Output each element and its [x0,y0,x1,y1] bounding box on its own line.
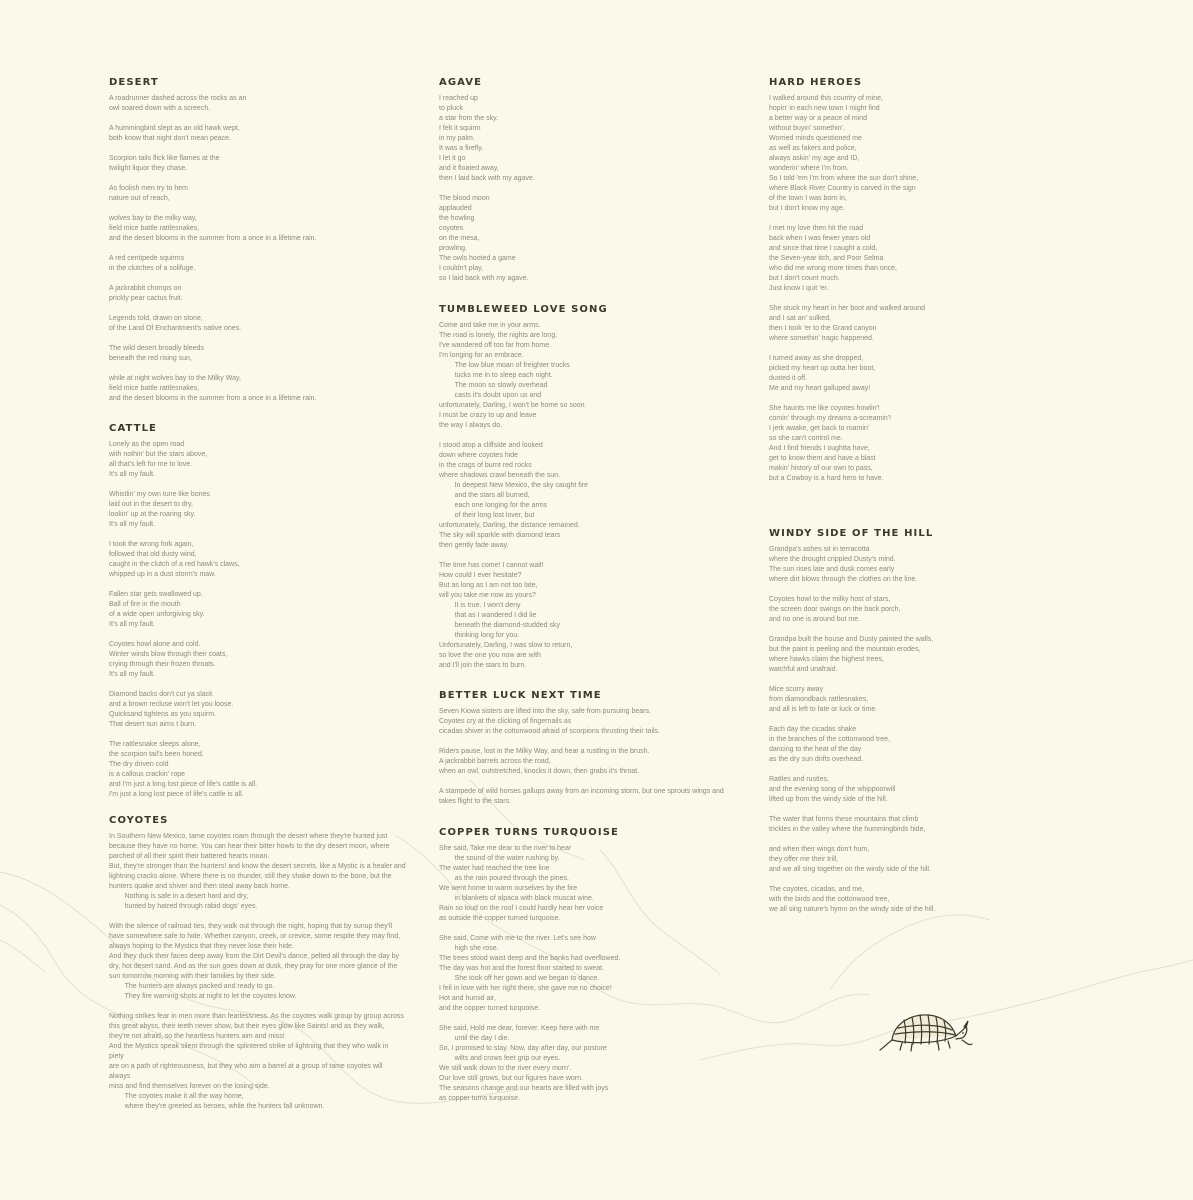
song-title: DESERT [109,77,159,88]
column-left [109,76,427,1112]
song-copper-turns-turquoise [439,826,751,1104]
song-lyrics: Seven Kiowa sisters are lifted into the sky, safe from pursuing bears. Coyotes cry at the clicking of fingernails as cicadas shiver in the cottonwood afraid of scorpions thrusting their tails. Riders pause, lost in the Milky Way, and hear a rustling in the brush. A jackrabbit barrels across the road, when an owl, outstretched, knocks it down, then grabs it's throat. A stampede of wild horses gallups away from an incoming storm, but one sprouts wings and takes flight to the stars. [439,708,724,805]
song-cattle [109,422,427,814]
song-hard-heroes [769,76,969,527]
song-lyrics: Come and take me in your arms. The road is lonely, the nights are long. I've wandered off too far from home. I'm longing for an embrace. The low blue moan of freighter trucks tucks me in to sleep each night. The moon so slowly overhead casts it's doubt upon us and unfortunately, Darling, I won't be home so soon. I must be crazy to up and leave the way I always do. I stood atop a cliffside and looked down where coyotes hide in the crags of burnt red rocks where shadows crawl beneath the sun. In deepest New Mexico, the sky caught fire and the stars all burned, each one longing for the arms of their long lost lover, but unfortunately, Darling, the distance remained. The sky will sparkle with diamond tears then gently fade away. The time has come! I cannot wait! How could I ever hesitate? But as long as I am not too late, will you take me now as yours? It is true. I won't deny that as I wandered I did lie beneath the diamond-studded sky thinking long for you. Unfortunately, Darling, I was slow to return, so love the one you now are with and I'll join the stars to burn. [439,322,589,669]
song-windy-side-of-the-hill [769,527,969,915]
song-title: COPPER TURNS TURQUOISE [439,827,619,838]
song-lyrics: I reached up to pluck a star from the sky. I felt it squirm in my palm. It was a firefly. I let it go and it floated away, then I laid back with my agave. The blood moon applauded the howling coyotes on the mesa, prowling. The owls hooted a game I couldn't play, so I laid back with my agave. [439,95,535,282]
song-title: CATTLE [109,423,157,434]
song-desert [109,76,427,422]
song-agave [439,76,751,303]
song-title: TUMBLEWEED LOVE SONG [439,304,608,315]
song-title: HARD HEROES [769,77,863,88]
song-lyrics: I walked around this country of mine, hopin' in each new town I might find a better way or a peace of mind without buyin' somethin'. Worried minds questioned me as well as fakers and police, always askin' my age and ID, wonderin' where I'm from. So I told 'em I'm from where the sun don't shine, where Black River Country is carved in the sign of the town I was born in, but I don't know my age. I met my love then hit the road back when I was fewer years old and since that time I caught a cold, the Seven-year itch, and Poor Selma who did me wrong more times than once, but I don't count much. Just know I quit 'er. She stuck my heart in her boot and walked around and I sat an' sulked, then I took 'er to the Grand canyon where somethin' tragic happened. I turned away as she dropped, picked my heart up outta her boot, dusted it off. Me and my heart galluped away! She haunts me like coyotes howlin'! comin' through my dreams a-screamin'! I jerk awake, get back to roamin' so she can't control me. And I find friends I oughtta have, get to know them and have a blast makin' history of our own to pass, but a Cowboy is a hard hero to have. [769,95,926,482]
column-right [769,76,969,915]
song-lyrics: In Southern New Mexico, tame coyotes roam through the desert where they're hunted just because they have no home. You can hear their bitter howls to the dry desert moon, where parched of all their spirit their battered hearts moan. But, they're stronger than the hunters! and know the desert secrets, like a Mystic is a healer and lightning cracks alone. Where there is no thunder, still they shake down to the bone, but the hunters quake and shiver and then steal away back home. Nothing is safe in a desert hard and dry, hunted by hatred through rabid dogs' eyes. With the silence of railroad ties, they walk out through the night, hoping that by sunup they'll have somewhere safe to hide. Whether canyon, creek, or crevice, some respite they may find, always hoping to the Mystics that they never lose their hide. And they duck their faces deep away from the Dirt Devil's dance, pelted all through the day by dry, hot desert sand. And as the sun goes down at dusk, they pray for one more glance of the sun tomorrow morning with their families by their side. The hunters are always packed and ready to go. They fire warning shots at night to let the coyotes know. Nothing strikes fear in men more than fearlessness. As the coyotes walk group by group across this great abyss, their teeth never show, but their eyes glow like Saints! and as they walk, they're not afraid, so the heartless hunters aim and miss! And the Mystics speak silent through the splintered strike of lightning that they who walk in piety are on a path of righteousness, but they who aim a barrel at a group of tame coyotes will always miss and find themselves forever on the losing side. The coyotes make it all the way home, where they're greeted as heroes, while the hunters fall unknown. [109,833,406,1110]
song-lyrics: She said, Take me dear to the river to hear the sound of the water rushing by. The water had reached the tree line as the rain poured through the pines. We went home to warm ourselves by the fire in blankets of alpaca with black muscat wine. Rain so loud on the roof I could hardly hear her voice as outside the copper turned turquoise. She said, Come with me to the river. Let's see how high she rose. The trees stood waist deep and the banks had overflowed. The day was hot and the forest floor started to sweat. She took off her gown and we began to dance. I fell in love with her right there, she gave me no choice! Hot and humid air, and the copper turned turquoise. She said, Hold me dear, forever. Keep here with me until the day I die. So, I promised to stay. Now, day after day, our posture wilts and crows feet grip our eyes. We still walk down to the river every morn'. Our love still grows, but our figures have worn. The seasons change and our hearts are filled with joys as copper turns turquoise. [439,845,621,1102]
armadillo-icon [878,1006,973,1056]
song-title: COYOTES [109,815,169,826]
song-lyrics: Grandpa's ashes sit in terracotta where the drought crippled Dusty's mind. The sun rises late and dusk comes early where dirt blows through the clothes on the line. Coyotes howl to the milky host of stars, the screen door swings on the back porch, and no one is around but me. Grandpa built the house and Dusty painted the walls, but the paint is peeling and the mountain erodes, where hawks claim the highest trees, watchful and unafraid. Mice scurry away from diamondback rattlesnakes, and all is left to fate or luck or time. Each day the cicadas shake in the branches of the cottonwood tree, dancing to the heat of the day as the dry sun drifts overhead. Rattles and rustles, and the evening song of the whippoorwill lifted up from the windy side of the hill. The water that forms these mountains that climb trickles in the valley where the hummingbirds hide, and when their wings don't hum, they offer me their trill, and we all sing together on the windy side of the hill. The coyotes, cicadas, and me, with the birds and the cottonwood tree, we all sing nature's hymn on the windy side of the hill. [769,546,936,913]
song-tumbleweed-love-song [439,303,751,689]
song-title: AGAVE [439,77,483,88]
column-middle [439,76,751,1104]
song-title: WINDY SIDE OF THE HILL [769,528,934,539]
song-coyotes [109,814,427,1112]
song-lyrics: Lonely as the open road with nothin' but the stars above, all that's left for me to love. It's all my fault. Whistlin' my own tune like bones laid out in the desert to dry, lookin' up at the roaring sky. It's all my fault. I took the wrong fork again, followed that old dusty wind, caught in the clutch of a red hawk's claws, whipped up in a dust storm's maw. Fallen star gets swallowed up. Ball of fire in the mouth of a wide open unforgiving sky. It's all my fault. Coyotes howl alone and cold. Winter winds blow through their coats, crying through their frozen throats. It's all my fault. Diamond backs don't cut ya slack and a brown recluse won't let you loose. Quicksand tightens as you squirm. That desert sun aims t burn. The rattlesnake sleeps alone, the scorpion tail's been honed. The dry driven cold is a callous crackin' rope and I'm just a long lost piece of life's cattle is all. I'm just a long lost piece of life's cattle is all. [109,441,258,798]
song-lyrics: A roadrunner dashed across the rocks as an owl soared down with a screech. A hummingbird slept as an old hawk wept, both know that night don't mean peace. Scorpion tails flick like flames at the twilight liquor they chase. As foolish men try to hem nature out of reach, wolves bay to the milky way, field mice battle rattlesnakes, and the desert blooms in the summer from a once in a lifetime rain. A red centipede squirms in the clutches of a solifuge. A jackrabbit chomps on prickly pear cactus fruit. Legends told, drawn on stone, of the Land Of Enchantment's native ones. The wild desert broadly bleeds beneath the red rising sun, while at night wolves bay to the Milky Way, field mice battle rattlesnakes, and the desert blooms in the summer from a once in a lifetime rain. [109,95,317,402]
song-title: BETTER LUCK NEXT TIME [439,690,602,701]
song-better-luck-next-time [439,689,751,826]
